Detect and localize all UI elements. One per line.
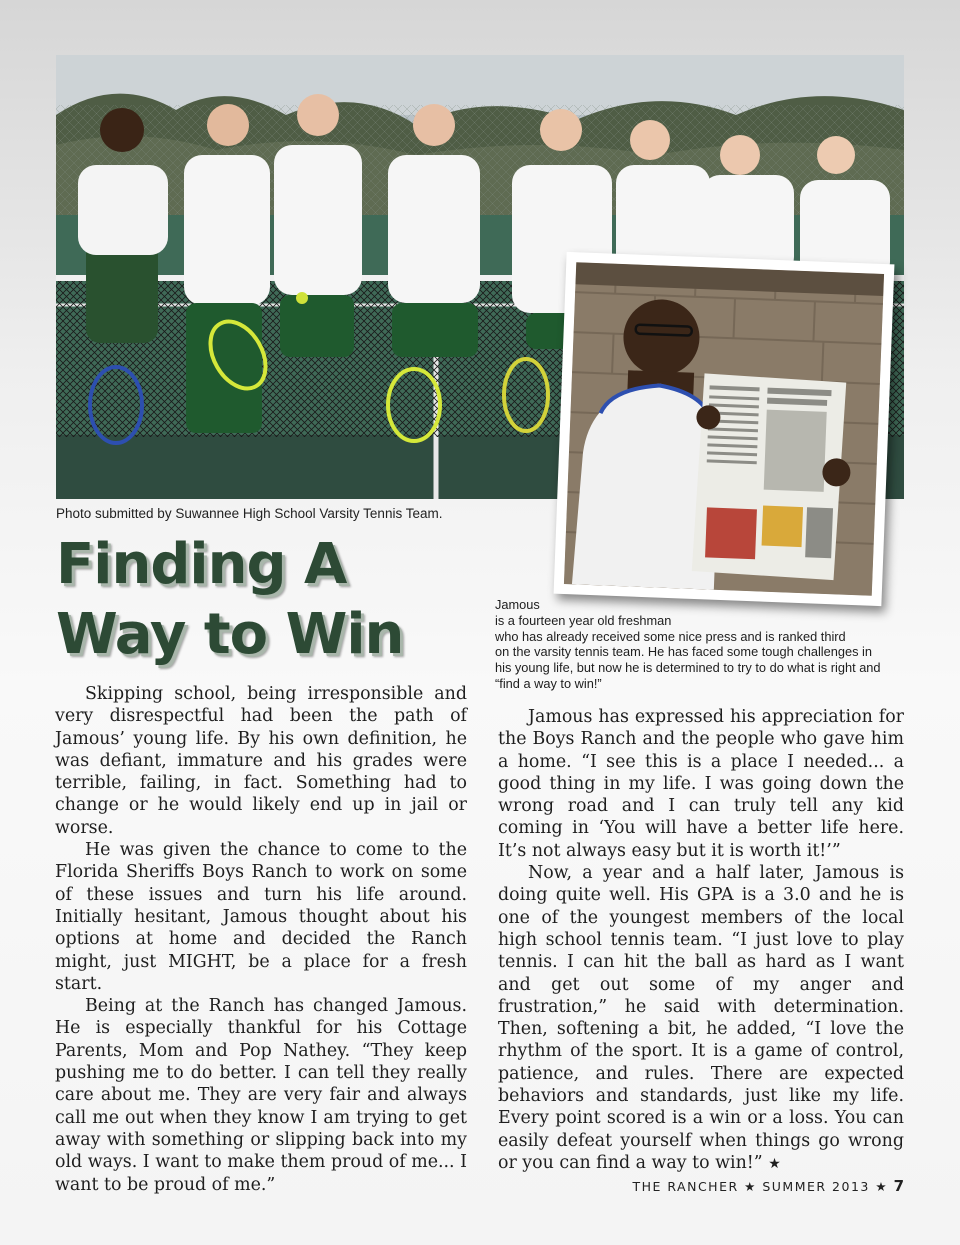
issue-date: SUMMER 2013 <box>762 1179 870 1194</box>
caption-line: who has already received some nice press and is ranked third <box>495 628 846 644</box>
caption-line: is a fourteen year old freshman <box>495 612 672 628</box>
article-paragraph: Jamous has expressed his appreciation for the Boys Ranch and the people who gave him a home. “I see this is a place I needed... a good thing in my life. I was going down the wrong road and I can truly tell any kid coming in ‘You will have a better life here. It’s not always easy but it is worth it!’” <box>498 707 904 861</box>
article-column-left <box>55 683 467 1196</box>
headline-line-1: Finding A <box>56 532 347 597</box>
jamous-photo <box>554 252 895 606</box>
article-paragraph-text: Now, a year and a half later, Jamous is doing quite well. His GPA is a 3.0 and he is one of the youngest members of the local high school tennis team. “I just love to play tennis. I can hit the ball as hard as I want and get out some of my anger and frustration,” he said with determination. Then, softening a bit, he added, “I love the rhythm of the sport. It is a game of control, patience, and rules. There are expected behaviors and standards, just like my life. Every point scored is a win or a loss. You can easily defeat yourself when things go wrong or you can find a way to win!” <box>498 863 904 1173</box>
end-mark-star-icon: ★ <box>768 1155 781 1172</box>
article-paragraph: He was given the chance to come to the Florida Sheriffs Boys Ranch to work on some of these issues and turn his life around. Initially hesitant, Jamous thought about his options at home and decided the Ranch might, just MIGHT, be a place for a fresh start. <box>55 840 467 994</box>
article-paragraph <box>498 862 904 1175</box>
page-footer <box>632 1177 904 1195</box>
caption-line: on the varsity tennis team. He has faced some tough challenges in <box>495 644 873 660</box>
photo-caption <box>495 597 905 692</box>
photo-credit: Photo submitted by Suwannee High School Varsity Tennis Team. <box>56 506 443 521</box>
article-paragraph: Being at the Ranch has changed Jamous. He is especially thankful for his Cottage Parents, Mom and Pop Nathey. “They keep pushing me to do better. I can tell they really care about me. They are very fair and always call me out when they know I am trying to get away with something or slipping back into my old ways. I want to make them proud of me... I want to be proud of me.” <box>55 996 467 1195</box>
article-paragraph: Skipping school, being irresponsible and very disrespectful had been the path of Jamous’ young life. By his own definition, he was defiant, immature and his grades were terrible, failing, in fact. Something had to change or he would likely end up in jail or worse. <box>55 684 467 838</box>
page-number: 7 <box>893 1177 904 1195</box>
caption-line: his young life, but now he is determined to try to do what is right and <box>495 660 881 676</box>
caption-line: Jamous <box>495 597 540 612</box>
article-column-right <box>498 706 904 1175</box>
star-separator-icon: ★ <box>875 1179 889 1194</box>
article-headline <box>56 530 403 670</box>
headline-line-2: Way to Win <box>56 602 404 667</box>
star-separator-icon: ★ <box>744 1179 757 1194</box>
caption-line: “find a way to win!” <box>495 675 602 691</box>
publication-name: THE RANCHER <box>632 1179 739 1194</box>
